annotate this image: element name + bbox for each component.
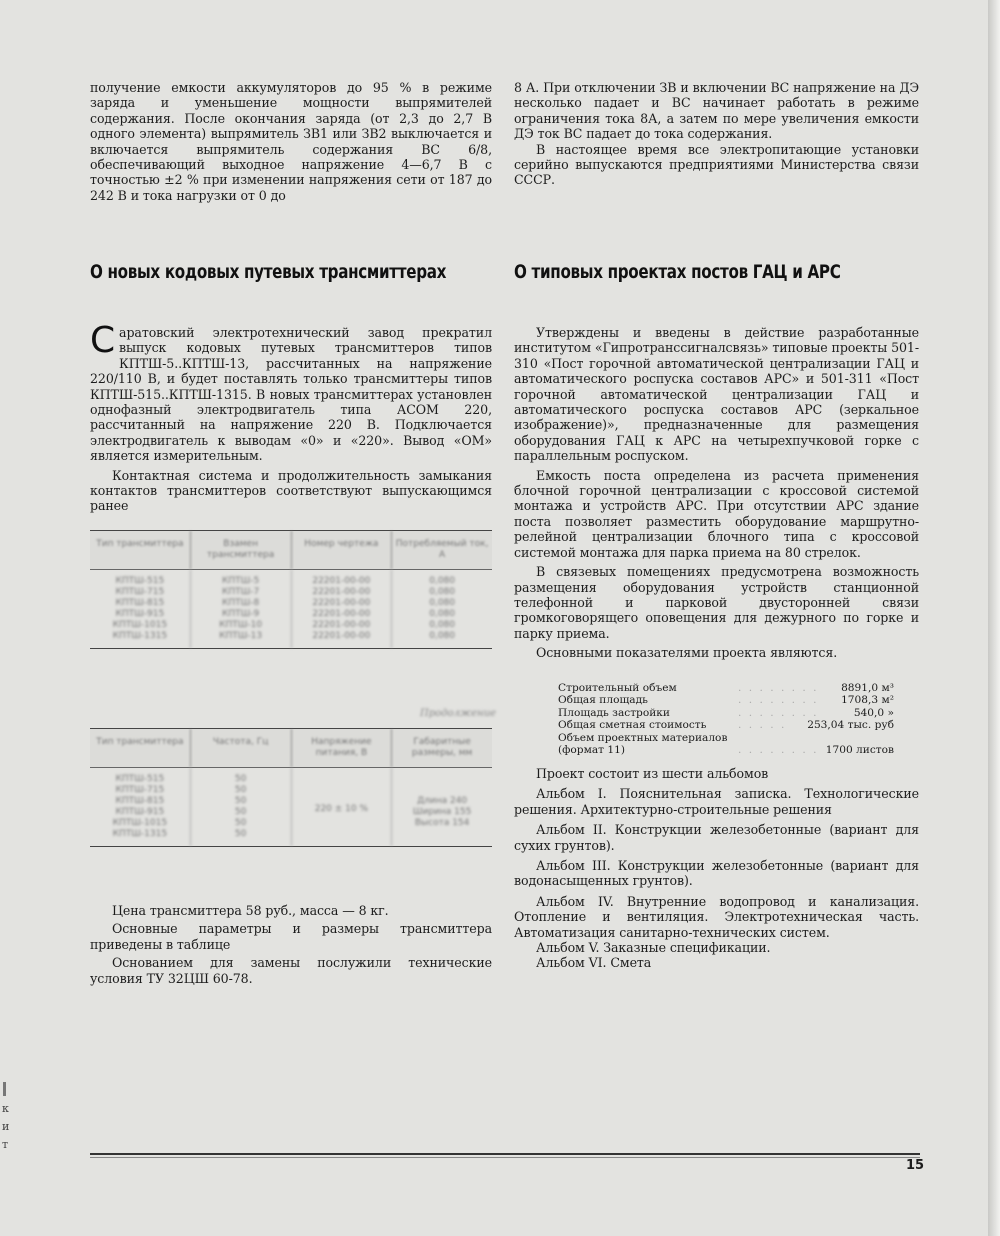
table-1-header-cell: Потребляемый ток, А [395, 539, 489, 560]
leader-dots: . . . . . . . . [738, 682, 819, 694]
album-item: Альбом IV. Внутренние водопровод и канализация. Отопление и вентиляция. Электротехническая часть. Автоматизация санитарно-технических систем. [514, 893, 919, 940]
left-top-column [90, 80, 492, 203]
transmitter-table-1 [90, 530, 492, 649]
indicator-value: 253,04 тыс. руб [807, 719, 894, 732]
leader-dots: . . . . . . . . [738, 694, 819, 707]
right-top-paragraph-2: В настоящее время все электропитающие установки серийно выпускаются предприятиями Министерства связи СССР. [514, 141, 919, 188]
project-indicators [558, 682, 894, 756]
album-item: Альбом I. Пояснительная записка. Технологические решения. Архитектурно-строительные решения [514, 786, 919, 817]
right-article-paragraph-2: Емкость поста определена из расчета применения блочной горочной централизации с кроссовой системой монтажа и устройств АРС. При отсутствии АРС здание поста позволяет разместить оборудование маршрутно-релейной централизации блочного типа с кроссовой системой монтажа для парка приема на 80 стрелок. [514, 467, 919, 560]
table-1-header-cell: Взамен трансмиттера [191, 531, 292, 569]
table-1-header-cell: Тип трансмиттера [90, 531, 191, 569]
table-cell: 22201-00-00 [312, 598, 371, 608]
table-cell: КПТШ-915 [115, 609, 165, 619]
table-2-header [90, 729, 492, 768]
indicator-row [558, 707, 894, 719]
right-article [514, 325, 919, 661]
gutter-mark [3, 1082, 6, 1096]
footer-rule-thin [90, 1157, 920, 1158]
table-cell: КПТШ-515 [115, 774, 165, 784]
album-item: Альбом II. Конструкции железобетонные (вариант для сухих грунтов). [514, 822, 919, 853]
right-article-paragraph-4: Основными показателями проекта являются. [536, 645, 838, 661]
indicator-row [558, 694, 894, 706]
table-cell: КПТШ-1015 [112, 818, 168, 828]
indicator-row [558, 682, 894, 694]
indicator-value: 1700 листов [825, 744, 894, 757]
table-cell: Ширина 155 [412, 807, 472, 817]
basis-paragraph: Основанием для замены послужили технические условия ТУ 32ЦШ 60-78. [90, 955, 492, 986]
table-2-column [392, 768, 492, 846]
table-cell: Длина 240 [417, 796, 468, 806]
table-cell: КПТШ-1315 [112, 631, 168, 641]
table-1-column [292, 570, 393, 648]
indicator-label: Объем проектных материалов [558, 731, 728, 744]
indicator-label: Площадь застройки [558, 706, 670, 719]
table-cell: 22201-00-00 [312, 631, 371, 641]
table-cell: 22201-00-00 [312, 576, 371, 586]
gutter-letter: к [2, 1102, 9, 1115]
gutter-letter: т [2, 1138, 9, 1151]
table-cell: КПТШ-1015 [112, 620, 168, 630]
table-reference-paragraph: Основные параметры и размеры трансмиттера приведены в таблице [90, 921, 492, 952]
albums-intro: Проект состоит из шести альбомов [536, 766, 769, 781]
left-article-end [90, 903, 492, 986]
leader-dots: . . . . . [738, 719, 787, 732]
table-2-column [90, 768, 191, 846]
album-item: Альбом VI. Смета [536, 955, 652, 971]
table-2-header-cell: Габаритные размеры, мм [411, 737, 473, 758]
left-article-paragraph-1 [90, 320, 492, 464]
transmitter-table-2 [90, 728, 492, 847]
indicator-label: Общая площадь [558, 694, 648, 707]
table-1-column [191, 570, 292, 648]
table-cell: 22201-00-00 [312, 609, 371, 619]
right-top-paragraph-1: 8 А. При отключении ЗВ и включении ВС напряжение на ДЭ несколько падает и ВС начинает работать в режиме ограничения тока 8А, а затем по мере увеличения емкости ДЭ ток ВС падает до тока содержания. [514, 80, 919, 142]
left-top-paragraph: получение емкости аккумуляторов до 95 % в режиме заряда и уменьшение мощности выпрямителей содержания. После окончания заряда (от 2,3 до 2,7 В одного элемента) выпрямитель ЗВ1 или ЗВ2 выключается и включается выпрямитель содержания ВС 6/8, обеспечивающий выходное напряжение 4—6,7 В с точностью ±2 % при изменении напряжения сети от 187 до 242 В и тока нагрузки от 0 до [90, 80, 492, 203]
table-cell: Высота 154 [414, 818, 470, 828]
leader-dots: . . . . . . . . [738, 744, 819, 757]
table-cell: 220 ± 10 % [314, 804, 369, 814]
gutter-letters [2, 1100, 9, 1154]
table-cell: КПТШ-9 [221, 609, 260, 619]
table-1-column [90, 570, 191, 648]
table-cell: 0,080 [429, 598, 455, 608]
table-cell: 0,080 [429, 620, 455, 630]
table-cell: КПТШ-715 [115, 785, 165, 795]
table-cell: КПТШ-5 [221, 576, 260, 586]
indicator-label: Строительный объем [558, 682, 677, 694]
table-1-header-cell: Номер чертежа [292, 531, 393, 569]
page-edge [988, 0, 1000, 1236]
table-cell: 0,080 [429, 587, 455, 597]
left-heading: О новых кодовых путевых трансмиттерах [90, 262, 447, 283]
table-cell: 22201-00-00 [312, 587, 371, 597]
indicator-value: 1708,3 м² [841, 694, 894, 707]
table-2-header-cell: Напряжение питания, В [292, 729, 393, 767]
table-cell: КПТШ-815 [115, 598, 165, 608]
leader-dots: . . . . . . . . [738, 706, 819, 719]
table-cell: КПТШ-10 [219, 620, 263, 630]
right-heading: О типовых проектах постов ГАЦ и АРС [514, 262, 841, 283]
table-cell: 0,080 [429, 631, 455, 641]
indicator-label: Общая сметная стоимость [558, 719, 707, 732]
left-article-text-1: аратовский электротехнический завод прекратил выпуск кодовых путевых трансмиттеров типов КПТШ-5..КПТШ-13, рассчитанных на напряжение 220/110 В, и будет поставлять только трансмиттеры типов КПТШ-515..КПТШ-1315. В новых трансмиттерах установлен однофазный электродвигатель типа АСОМ 220, рассчитанный на напряжение 220 В. Подключается электродвигатель к выводам «0» и «220». Вывод «ОМ» является измерительным. [90, 325, 492, 464]
table-cell: 22201-00-00 [312, 620, 371, 630]
table-cell: 50 [234, 807, 247, 817]
table-cell: КПТШ-13 [219, 631, 263, 641]
footer-rule [90, 1153, 920, 1155]
album-item: Альбом V. Заказные спецификации. [536, 940, 771, 956]
albums-list [514, 766, 919, 971]
table-cell: 50 [234, 785, 247, 795]
table-cell: КПТШ-515 [115, 576, 165, 586]
table-1-column [392, 570, 492, 648]
left-article [90, 320, 492, 514]
table-cell: 0,080 [429, 609, 455, 619]
table-cell: 50 [234, 796, 247, 806]
table-cell: 50 [234, 774, 247, 784]
indicator-value: 540,0 » [853, 706, 894, 719]
indicator-label: (формат 11) [558, 744, 625, 757]
table-cell: 50 [234, 829, 247, 839]
table-2-column [292, 768, 393, 846]
indicator-row [558, 719, 894, 731]
right-top-column [514, 80, 919, 188]
table-cell: КПТШ-915 [115, 807, 165, 817]
indicator-value: 8891,0 м³ [841, 682, 894, 694]
indicator-row [558, 732, 894, 744]
left-article-paragraph-2: Контактная система и продолжительность замыкания контактов трансмиттеров соответствуют выпускающимся ранее [90, 467, 492, 514]
table-2-body [90, 768, 492, 846]
right-article-paragraph-1: Утверждены и введены в действие разработанные институтом «Гипротранссигналсвязь» типовые проекты 501-310 «Пост горочной автоматической централизации ГАЦ и автоматического роспуска составов АРС» и 501-311 «Пост горочной автоматической централизации ГАЦ и автоматического роспуска составов АРС (зеркальное изображение)», предназначенные для размещения оборудования ГАЦ к АРС на четырехпучковой горке с параллельным роспуском. [514, 325, 919, 464]
table-cell: 0,080 [429, 576, 455, 586]
table-1-header [90, 531, 492, 570]
right-article-paragraph-3: В связевых помещениях предусмотрена возможность размещения оборудования устройств станционной телефонной и парковой двусторонней связи громкоговорящего оповещения для дежурного по горке и парку приема. [514, 564, 919, 641]
album-item: Альбом III. Конструкции железобетонные (вариант для водонасыщенных грунтов). [514, 858, 919, 889]
table-2-column [191, 768, 292, 846]
table-cell: 50 [234, 818, 247, 828]
gutter-letter: и [2, 1120, 10, 1133]
price-paragraph: Цена трансмиттера 58 руб., масса — 8 кг. [112, 903, 389, 918]
table-2-caption: Продолжение [420, 708, 497, 719]
drop-cap: С [90, 320, 116, 361]
table-cell: КПТШ-815 [115, 796, 165, 806]
table-1-body [90, 570, 492, 648]
table-cell: КПТШ-7 [221, 587, 260, 597]
table-cell: КПТШ-8 [221, 598, 260, 608]
table-cell: КПТШ-1315 [112, 829, 168, 839]
indicator-row [558, 744, 894, 756]
table-2-header-cell: Частота, Гц [191, 729, 292, 767]
table-cell: КПТШ-715 [115, 587, 165, 597]
table-2-header-cell: Тип трансмиттера [90, 729, 191, 767]
page-number: 15 [906, 1158, 925, 1173]
